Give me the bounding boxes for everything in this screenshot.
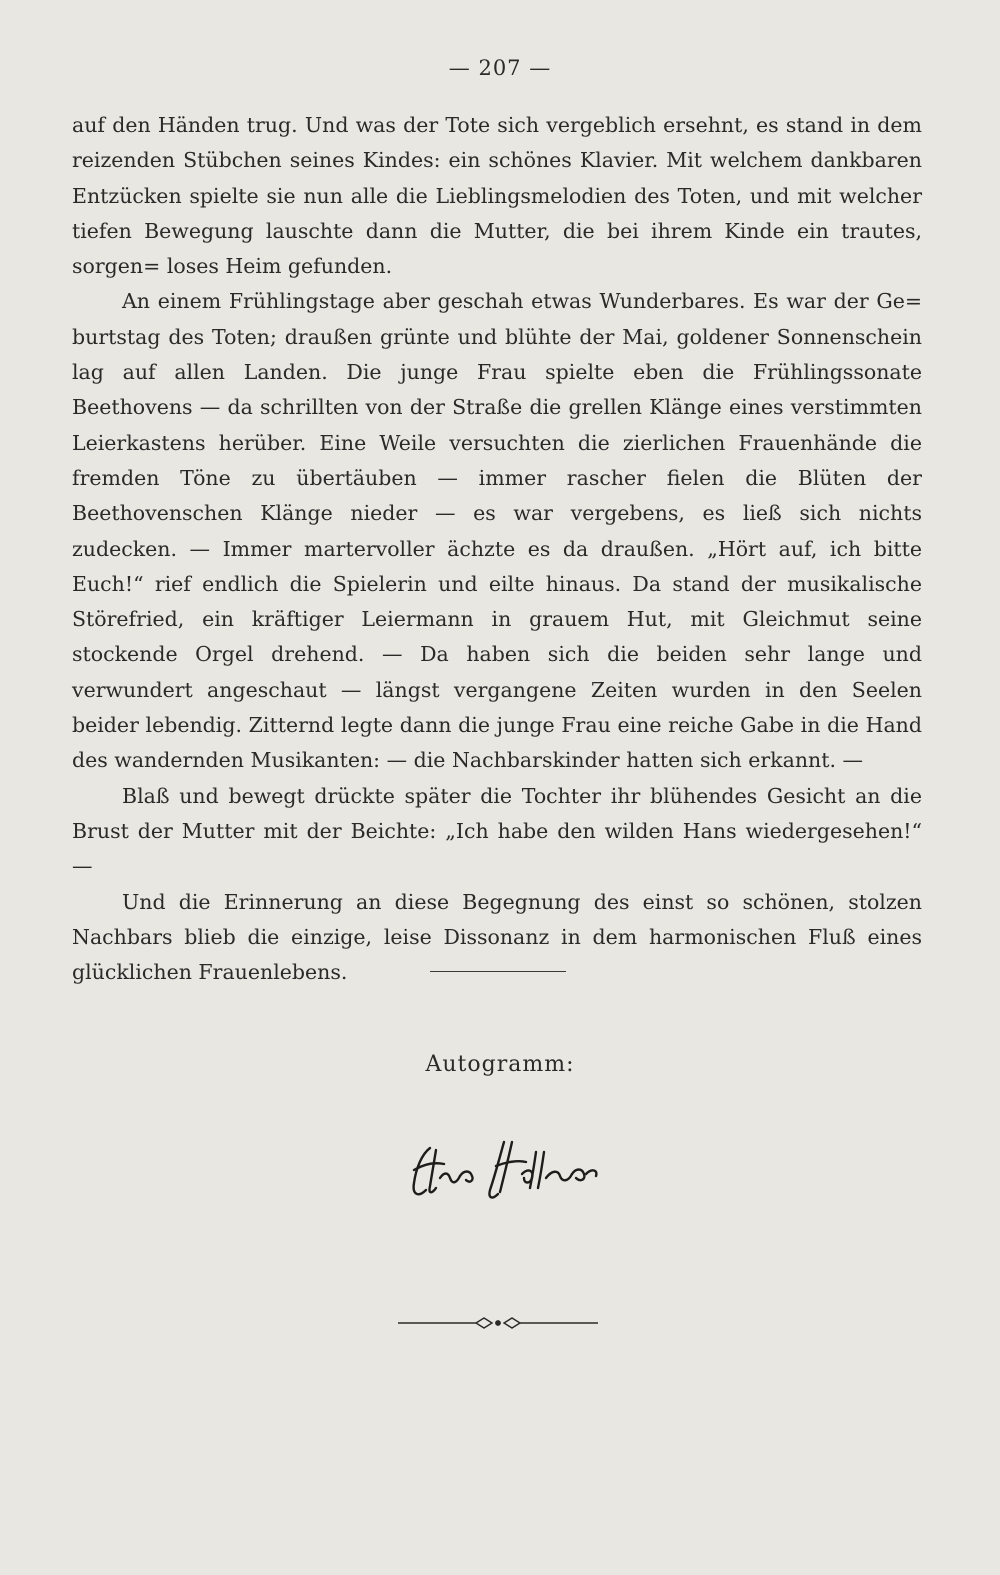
paragraph: An einem Frühlingstage aber geschah etwas Wunderbares. Es war der Ge= burtstag des Toten; draußen grünte und blühte der Mai, goldener Sonnenschein lag auf allen Landen. Die junge Frau spielte eben die Frühlingssonate Beethovens — da schrillten von der Straße die grellen Klänge eines verstimmten Leierkastens herüber. Eine Weile versuchten die zierlichen Frauenhände die fremden Töne zu übertäuben — immer rascher fielen die Blüten der Beethovenschen Klänge nieder — es war vergebens, es ließ sich nichts zudecken. — Immer martervoller ächzte es da draußen. „Hört auf, ich bitte Euch!“ rief endlich die Spielerin und eilte hinaus. Da stand der musikalische Störefried, ein kräftiger Leiermann in grauem Hut, mit Gleichmut seine stockende Orgel drehend. — Da haben sich die beiden sehr lange und verwundert angeschaut — längst vergangene Zeiten wurden in den Seelen beider lebendig. Zitternd legte dann die junge Frau eine reiche Gabe in die Hand des wandernden Musikanten: — die Nachbarskinder hatten sich erkannt. — <box>72 289 922 773</box>
handwritten-signature <box>400 1128 610 1218</box>
story-text <box>72 108 922 990</box>
section-divider-rule <box>430 971 566 972</box>
page-number: — 207 — <box>448 56 552 80</box>
paragraph: Blaß und bewegt drückte später die Tochter ihr blühendes Gesicht an die Brust der Mutter mit der Beichte: „Ich habe den wilden Hans wiedergesehen!“ — <box>72 783 922 879</box>
paragraph: auf den Händen trug. Und was der Tote sich vergeblich ersehnt, es stand in dem reizenden Stübchen seines Kindes: ein schönes Klavier. Mit welchem dankbaren Entzücken spielte sie nun alle die Lieblingsmelodien des Toten, und mit welcher tiefen Bewegung lauschte dann die Mutter, die bei ihrem Kinde ein trautes, sorgen= loses Heim gefunden. <box>72 113 922 279</box>
paragraph: Und die Erinnerung an diese Begegnung des einst so schönen, stolzen Nachbars blieb die einzige, leise Dissonanz in dem harmonischen Fluß eines glücklichen Frauenlebens. <box>72 889 922 985</box>
ornamental-divider <box>398 1314 598 1332</box>
autograph-heading: Autogramm: <box>425 1052 575 1077</box>
